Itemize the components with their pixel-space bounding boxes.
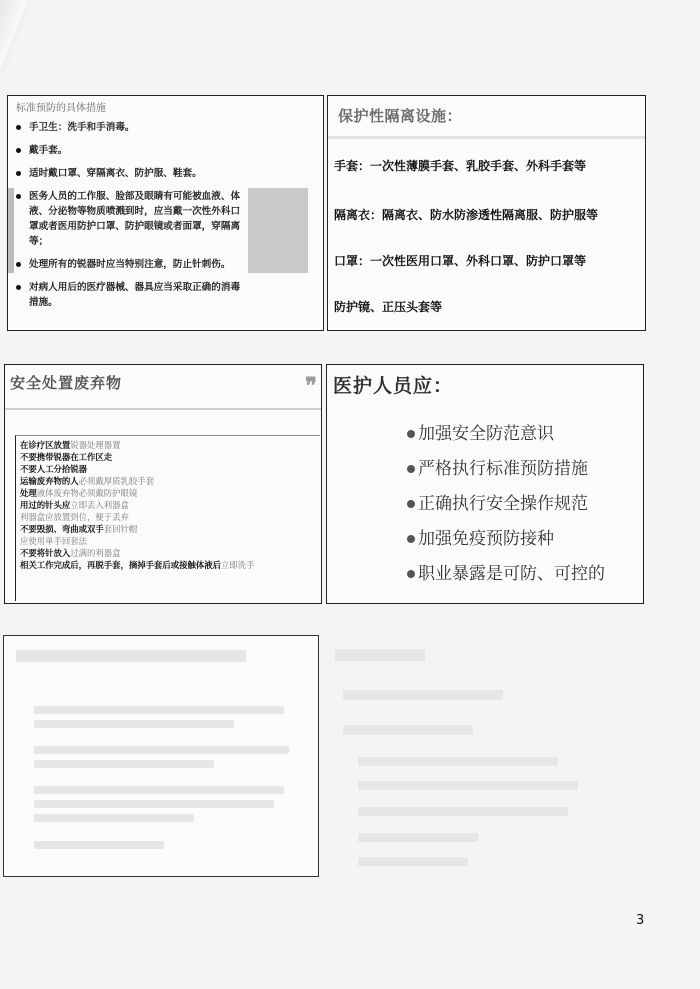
bullet-icon [407, 465, 415, 473]
slide-faded-left [3, 635, 319, 877]
slide-title: 医护人员应： [333, 375, 454, 397]
slide-waste-disposal [4, 364, 322, 604]
bullet-icon [16, 125, 21, 130]
list-item: 处理所有的锐器时应当特别注意，防止针刺伤。 [16, 257, 312, 272]
list-item: 用过的针头应立即丢入利器盒 [20, 500, 129, 510]
divider [5, 408, 321, 410]
decorative-bar [8, 188, 14, 273]
faded-text [34, 800, 274, 808]
faded-text [343, 690, 503, 700]
faded-text [34, 746, 289, 754]
page-corner-shadow [0, 0, 30, 72]
faded-text [34, 814, 194, 822]
list-item: 医务人员的工作服、脸部及眼睛有可能被血液、体液、分泌物等物质喷溅到时，应当戴一次性外科口罩或者医用防护口罩、防护眼镜或者面罩，穿隔离等； [16, 189, 247, 249]
divider [328, 136, 645, 139]
faded-text [335, 649, 425, 661]
faded-text [34, 786, 284, 794]
list-item: 适时戴口罩、穿隔离衣、防护服、鞋套。 [16, 166, 312, 181]
slide-staff-duties [326, 364, 644, 604]
bullet-icon [407, 535, 415, 543]
gown-line: 隔离衣：隔离衣、防水防渗透性隔离服、防护服等 [334, 208, 599, 222]
bullet-icon [16, 171, 21, 176]
list-item: 加强免疫预防接种 [407, 524, 554, 549]
slide-title: 保护性隔离设施： [338, 107, 463, 125]
faded-text [16, 650, 246, 662]
list-item: 利器盒应放置到位，便于丢弃 [20, 512, 129, 522]
bullet-icon [16, 194, 21, 199]
faded-text [358, 833, 478, 842]
bullet-icon [16, 285, 21, 290]
mask-line: 口罩：一次性医用口罩、外科口罩、防护口罩等 [334, 254, 587, 268]
page-number: 3 [636, 913, 645, 928]
bullet-icon [407, 430, 415, 438]
goggles-line: 防护镜、正压头套等 [334, 300, 443, 314]
list-item: 戴手套。 [16, 143, 312, 158]
slide-faded-right [323, 635, 645, 883]
list-item: 正确执行安全操作规范 [407, 489, 588, 514]
faded-text [358, 781, 578, 790]
bullet-icon [16, 148, 21, 153]
faded-text [34, 720, 234, 728]
faded-text [358, 757, 558, 766]
list-item: 不要毁损、弯曲或双手套回针帽 [20, 524, 138, 534]
list-item: 处理液体废弃物必须戴防护眼镜 [20, 488, 138, 498]
slide-standard-precautions [7, 95, 324, 331]
gloves-line: 手套：一次性薄膜手套、乳胶手套、外科手套等 [334, 159, 587, 173]
list-item: 职业暴露是可防、可控的 [407, 559, 605, 584]
list-item: 不要人工分拾锐器 [20, 464, 87, 474]
faded-text [34, 706, 284, 714]
list-item: 不要将针放入过满的利器盒 [20, 548, 121, 558]
bullet-icon [407, 570, 415, 578]
quote-mark-icon: ❞ [305, 373, 317, 399]
list-item: 加强安全防范意识 [407, 419, 554, 444]
faded-text [34, 841, 164, 849]
faded-text [343, 725, 473, 735]
list-item: 对病人用后的医疗器械、器具应当采取正确的消毒措施。 [16, 280, 247, 310]
faded-text [358, 807, 568, 816]
list-item: 在诊疗区放置锐器处理器置 [20, 440, 121, 450]
list-item: 不要携带锐器在工作区走 [20, 452, 113, 462]
list-item: 相关工作完成后，再脱手套，摘掉手套后或接触体液后立即洗手 [20, 560, 255, 570]
precaution-list [16, 120, 312, 318]
list-item: 运输废弃物的人必须戴厚质乳胶手套 [20, 476, 154, 486]
list-item: 手卫生：洗手和手消毒。 [16, 120, 312, 135]
faded-text [34, 760, 214, 768]
slide-title: 安全处置废弃物 [10, 374, 123, 392]
slide-title: 标准预防的具体措施 [16, 103, 106, 114]
faded-text [358, 857, 468, 866]
list-item: 严格执行标准预防措施 [407, 454, 588, 479]
slide-protective-isolation [327, 95, 646, 331]
bullet-icon [16, 262, 21, 267]
bullet-icon [407, 500, 415, 508]
list-item: 应使用单手回套法 [20, 536, 87, 546]
